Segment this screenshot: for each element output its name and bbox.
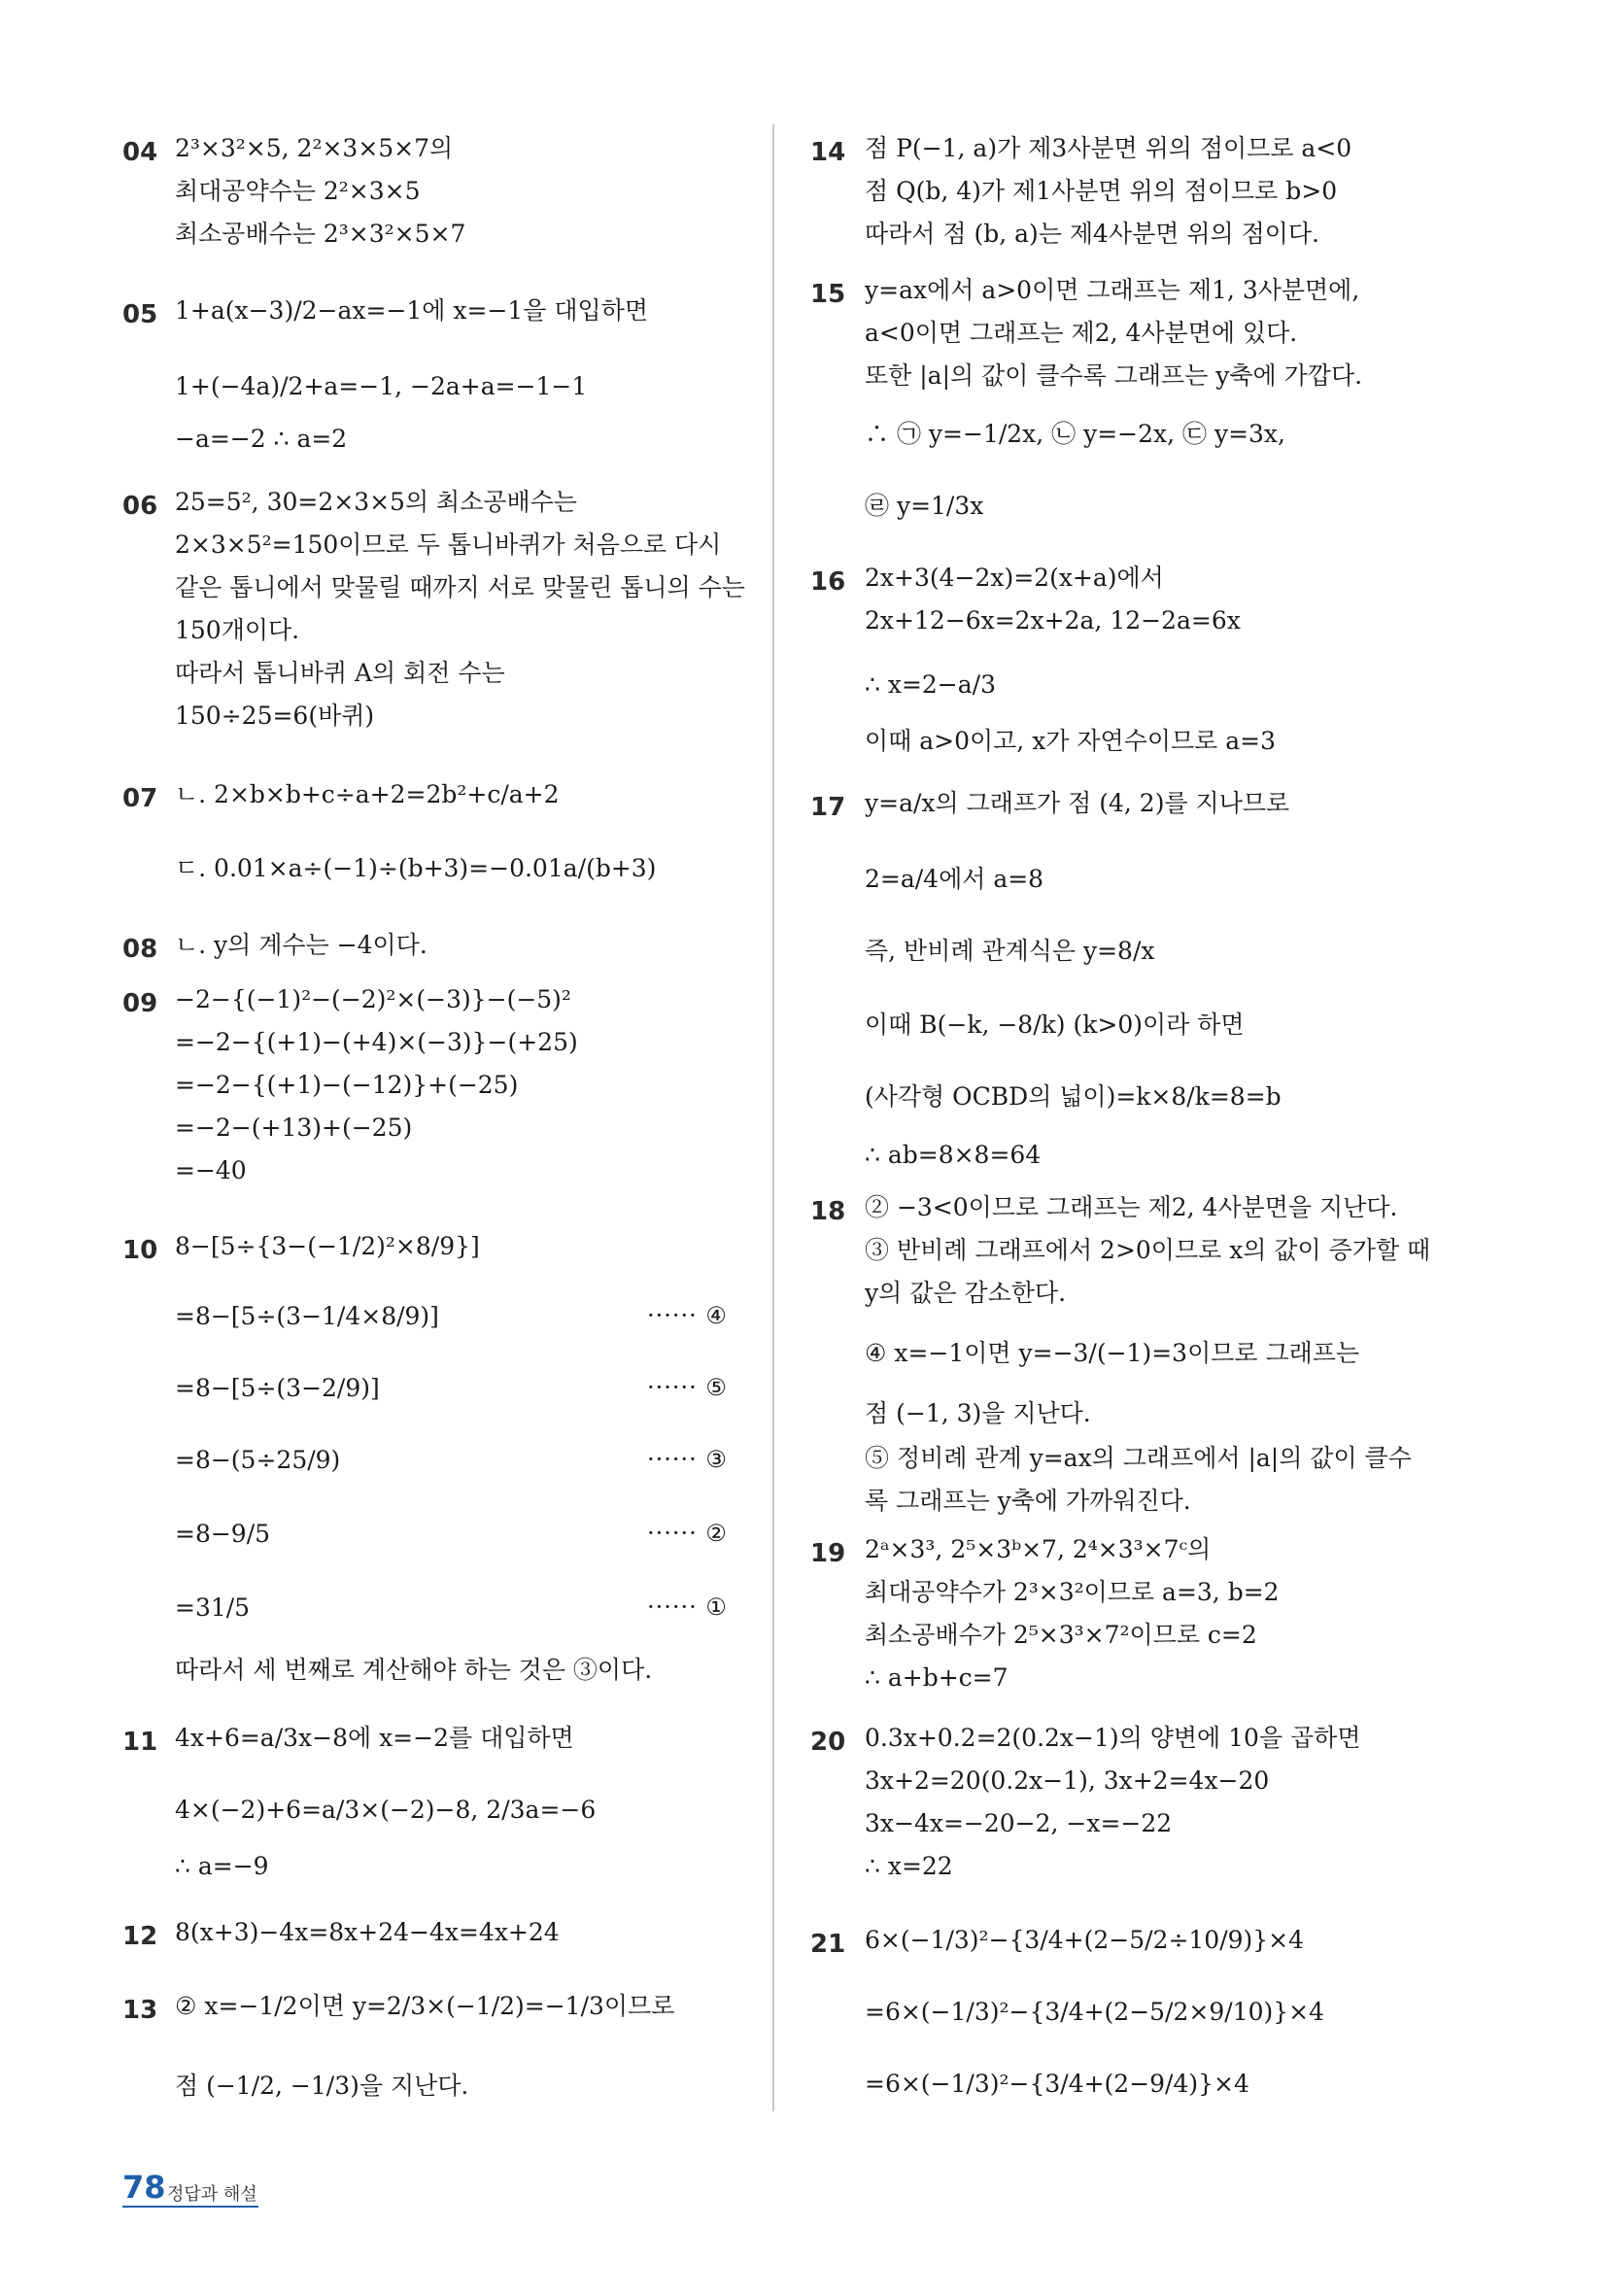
solution-line: (사각형 OCBD의 넓이)=k×8/k=8=b (865, 1082, 1282, 1111)
solution-line: 같은 톱니에서 맞물릴 때까지 서로 맞물린 톱니의 수는 (175, 573, 745, 601)
problem-number: 17 (810, 793, 846, 822)
solution-line: =8−[5÷(3−2/9)] (175, 1374, 380, 1402)
solution-line: 4×(−2)+6=a/3×(−2)−8, 2/3a=−6 (175, 1796, 597, 1824)
solution-line: 8(x+3)−4x=8x+24−4x=4x+24 (175, 1918, 560, 1946)
solution-line: ㉣ y=1/3x (865, 492, 984, 520)
solution-line: ∴ a+b+c=7 (865, 1663, 1009, 1692)
solution-line: 최소공배수가 2⁵×3³×7²이므로 c=2 (865, 1621, 1257, 1649)
solution-line: 록 그래프는 y축에 가까워진다. (865, 1487, 1191, 1515)
solution-line: ⑤ 정비례 관계 y=ax의 그래프에서 |a|의 값이 클수 (865, 1444, 1412, 1472)
solution-line: −a=−2 ∴ a=2 (175, 425, 348, 453)
solution-line: ③ 반비례 그래프에서 2>0이므로 x의 값이 증가할 때 (865, 1236, 1431, 1264)
problem-number: 07 (122, 784, 158, 813)
step-order-mark: ······ ⑤ (647, 1374, 728, 1401)
solution-line: 8−[5÷{3−(−1/2)²×8/9}] (175, 1232, 480, 1260)
solution-line: =−2−{(+1)−(+4)×(−3)}−(+25) (175, 1028, 578, 1056)
solution-line: 최소공배수는 2³×3²×5×7 (175, 220, 466, 248)
solution-line: =6×(−1/3)²−{3/4+(2−9/4)}×4 (865, 2070, 1249, 2098)
solution-line: ④ x=−1이면 y=−3/(−1)=3이므로 그래프는 (865, 1339, 1360, 1367)
solution-line: 2×3×5²=150이므로 두 톱니바퀴가 처음으로 다시 (175, 531, 722, 559)
problem-number: 06 (122, 492, 158, 521)
solution-line: 따라서 점 (b, a)는 제4사분면 위의 점이다. (865, 220, 1319, 248)
solution-line: =6×(−1/3)²−{3/4+(2−5/2×9/10)}×4 (865, 1998, 1324, 2026)
solution-line: y=ax에서 a>0이면 그래프는 제1, 3사분면에, (865, 276, 1360, 304)
solution-line: 즉, 반비례 관계식은 y=8/x (865, 937, 1155, 965)
solution-line: 또한 |a|의 값이 클수록 그래프는 y축에 가깝다. (865, 361, 1363, 390)
problem-number: 11 (122, 1728, 158, 1757)
solution-line: ∴ x=2−a/3 (865, 670, 996, 699)
solution-line: 점 (−1, 3)을 지난다. (865, 1399, 1091, 1427)
solution-line: ∴ x=22 (865, 1852, 953, 1880)
problem-number: 05 (122, 300, 158, 329)
solution-line: 150개이다. (175, 616, 300, 644)
problem-number: 13 (122, 1996, 158, 2025)
solution-line: 점 Q(b, 4)가 제1사분면 위의 점이므로 b>0 (865, 177, 1338, 205)
solution-line: 2=a/4에서 a=8 (865, 865, 1044, 893)
solution-line: 이때 B(−k, −8/k) (k>0)이라 하면 (865, 1011, 1245, 1039)
solution-line: ∴ ab=8×8=64 (865, 1141, 1042, 1169)
column-divider (772, 124, 774, 2111)
problem-number: 15 (810, 280, 846, 309)
solution-line: 2ᵃ×3³, 2⁵×3ᵇ×7, 2⁴×3³×7ᶜ의 (865, 1535, 1212, 1563)
solution-line: 150÷25=6(바퀴) (175, 702, 375, 730)
solution-line: =8−9/5 (175, 1520, 271, 1548)
solution-line: =8−(5÷25/9) (175, 1446, 341, 1474)
problem-number: 10 (122, 1236, 158, 1265)
problem-number: 08 (122, 935, 158, 964)
step-order-mark: ······ ② (647, 1520, 728, 1547)
solution-line: y의 값은 감소한다. (865, 1279, 1067, 1307)
solution-line: =−2−(+13)+(−25) (175, 1114, 413, 1142)
solution-line: 1+a(x−3)/2−ax=−1에 x=−1을 대입하면 (175, 296, 648, 325)
solution-line: =31/5 (175, 1593, 251, 1622)
footer-label: 정답과 해설 (167, 2184, 257, 2205)
solution-line: ∴ ㉠ y=−1/2x, ㉡ y=−2x, ㉢ y=3x, (865, 420, 1285, 448)
footer-underline (122, 2206, 258, 2208)
solution-line: 6×(−1/3)²−{3/4+(2−5/2÷10/9)}×4 (865, 1926, 1305, 1954)
problem-number: 20 (810, 1728, 846, 1757)
solution-line: =−2−{(+1)−(−12)}+(−25) (175, 1071, 519, 1099)
step-order-mark: ······ ① (647, 1593, 728, 1621)
solution-line: 2x+12−6x=2x+2a, 12−2a=6x (865, 606, 1241, 634)
problem-number: 12 (122, 1922, 158, 1951)
problem-number: 04 (122, 138, 158, 167)
solution-line: ② x=−1/2이면 y=2/3×(−1/2)=−1/3이므로 (175, 1992, 675, 2020)
solution-line: ㄴ. 2×b×b+c÷a+2=2b²+c/a+2 (175, 780, 560, 808)
page-number: 78 (122, 2169, 166, 2206)
problem-number: 09 (122, 989, 158, 1018)
solution-line: y=a/x의 그래프가 점 (4, 2)를 지나므로 (865, 789, 1290, 817)
problem-number: 19 (810, 1539, 846, 1568)
solution-line: =−40 (175, 1156, 247, 1184)
solution-line: a<0이면 그래프는 제2, 4사분면에 있다. (865, 319, 1298, 347)
solution-line: 25=5², 30=2×3×5의 최소공배수는 (175, 488, 577, 516)
solution-line: 1+(−4a)/2+a=−1, −2a+a=−1−1 (175, 372, 588, 400)
problem-number: 16 (810, 567, 846, 597)
solution-line: 2x+3(4−2x)=2(x+a)에서 (865, 564, 1164, 592)
solution-line: 4x+6=a/3x−8에 x=−2를 대입하면 (175, 1724, 574, 1752)
solution-line: 점 (−1/2, −1/3)을 지난다. (175, 2072, 469, 2100)
solution-line: 0.3x+0.2=2(0.2x−1)의 양변에 10을 곱하면 (865, 1724, 1361, 1752)
problem-number: 18 (810, 1197, 846, 1226)
solution-line: 3x−4x=−20−2, −x=−22 (865, 1809, 1173, 1837)
solution-line: =8−[5÷(3−1/4×8/9)] (175, 1302, 439, 1330)
solution-line: 따라서 세 번째로 계산해야 하는 것은 ③이다. (175, 1656, 653, 1684)
solution-line: 최대공약수가 2³×3²이므로 a=3, b=2 (865, 1578, 1280, 1606)
solution-line: 최대공약수는 2²×3×5 (175, 177, 421, 205)
solution-line: −2−{(−1)²−(−2)²×(−3)}−(−5)² (175, 985, 571, 1013)
solution-line: ∴ a=−9 (175, 1852, 269, 1880)
solution-line: 따라서 톱니바퀴 A의 회전 수는 (175, 659, 505, 687)
step-order-mark: ······ ③ (647, 1446, 728, 1473)
solution-line: ② −3<0이므로 그래프는 제2, 4사분면을 지난다. (865, 1193, 1398, 1221)
solution-line: ㄴ. y의 계수는 −4이다. (175, 931, 427, 959)
solution-line: 이때 a>0이고, x가 자연수이므로 a=3 (865, 727, 1276, 755)
solution-line: 점 P(−1, a)가 제3사분면 위의 점이므로 a<0 (865, 134, 1352, 162)
problem-number: 14 (810, 138, 846, 167)
solution-line: ㄷ. 0.01×a÷(−1)÷(b+3)=−0.01a/(b+3) (175, 854, 657, 882)
solution-line: 2³×3²×5, 2²×3×5×7의 (175, 134, 454, 162)
problem-number: 21 (810, 1930, 846, 1959)
step-order-mark: ······ ④ (647, 1302, 728, 1329)
solution-line: 3x+2=20(0.2x−1), 3x+2=4x−20 (865, 1766, 1270, 1795)
